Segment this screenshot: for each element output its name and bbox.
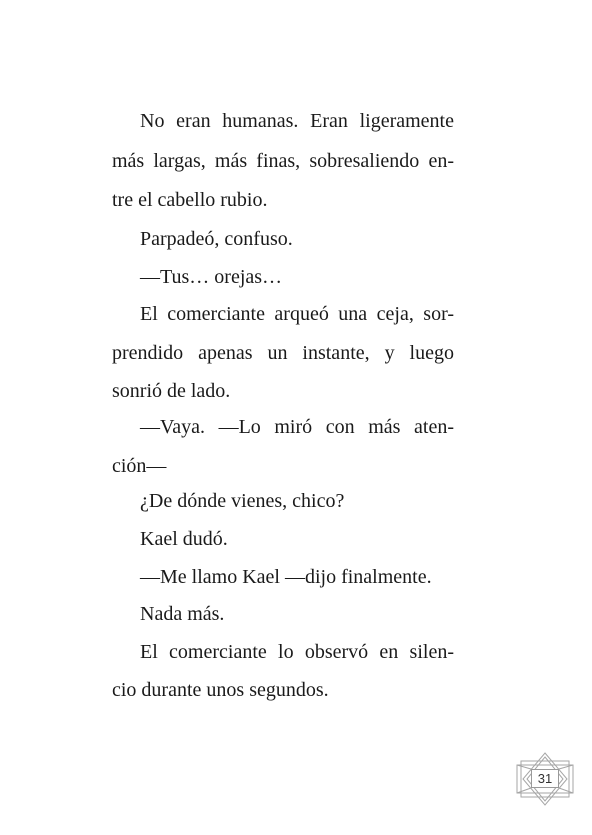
text-line: El comerciante arqueó una ceja, sor-: [140, 303, 454, 325]
text-line: —Me llamo Kael —dijo finalmente.: [140, 566, 432, 588]
text-line: más largas, más finas, sobresaliendo en-: [112, 150, 454, 172]
text-line: sonrió de lado.: [112, 380, 231, 402]
page-number-ornament: [514, 752, 576, 806]
text-line: El comerciante lo observó en silen-: [140, 641, 454, 663]
text-line: —Tus… orejas…: [140, 266, 283, 288]
text-line: Parpadeó, confuso.: [140, 228, 293, 250]
text-line: ción—: [112, 455, 167, 477]
text-line: No eran humanas. Eran ligeramente: [140, 110, 454, 132]
text-line: prendido apenas un instante, y luego: [112, 342, 454, 364]
text-line: ¿De dónde vienes, chico?: [140, 490, 345, 512]
text-line: Kael dudó.: [140, 528, 228, 550]
text-line: cio durante unos segundos.: [112, 679, 329, 701]
page-number: 31: [531, 769, 559, 788]
text-line: tre el cabello rubio.: [112, 189, 268, 211]
text-line: Nada más.: [140, 603, 225, 625]
text-line: —Vaya. —Lo miró con más aten-: [140, 416, 454, 438]
